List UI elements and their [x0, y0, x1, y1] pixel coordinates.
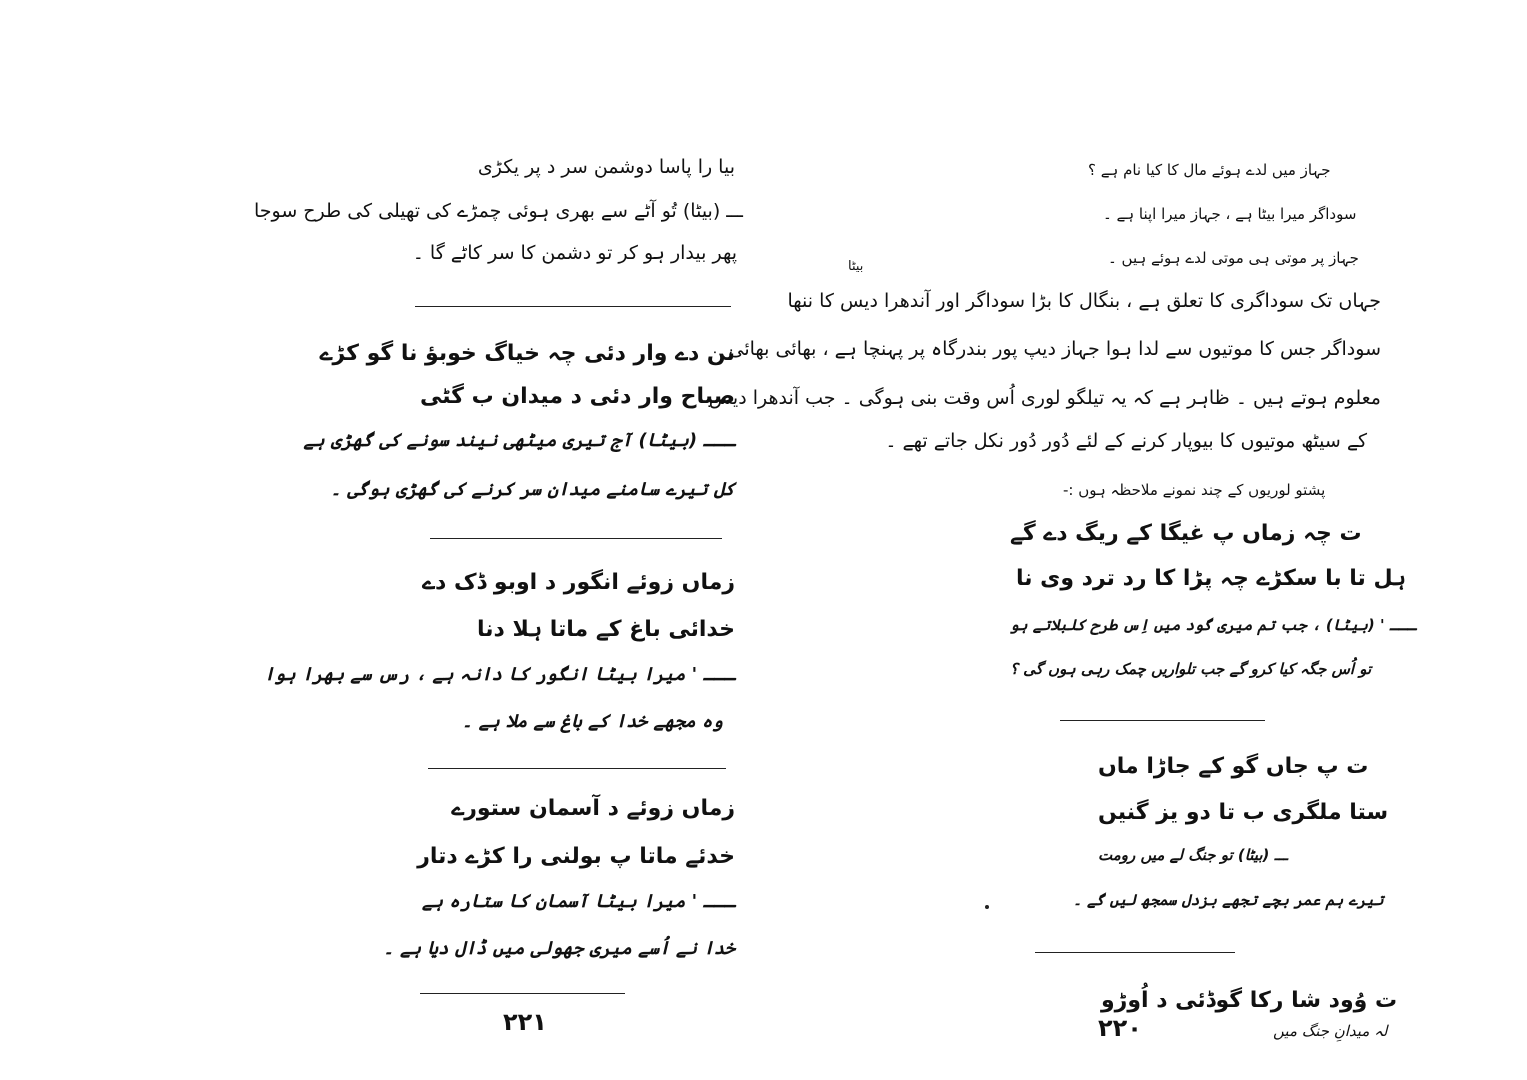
left-s1-line1: بیا را پاسا دوشمن سر د پر یکڑی — [477, 156, 735, 178]
left-s1-line3: پھر بیدار ہو کر تو دشمن کا سر کاٹے گا ۔ — [412, 242, 737, 264]
left-s4-line3: ـــ ' میرا بیٹا آسمان کا ستارہ ہے — [421, 891, 735, 912]
right-s1-line1: ت چہ زماں پ غیگا کے ریگ دے گے — [1010, 521, 1362, 546]
page-number-left: ۲۲۱ — [503, 1008, 547, 1036]
right-prose-line1: جہاز میں لدے ہوئے مال کا کیا نام ہے ؟ — [1088, 161, 1331, 179]
left-page — [0, 0, 763, 1080]
left-s3-line1: زماں زوئے انگور د اوبو ڈک دے — [422, 570, 735, 595]
right-prose-line2: سوداگر میرا بیٹا ہے ، جہاز میرا اپنا ہے ۔ — [1103, 205, 1357, 223]
left-s2-line1: نن دے وار دئی چہ خیاگ خوبؤ نا گو کڑے — [319, 341, 735, 366]
right-page — [708, 0, 1527, 1080]
right-para-line2: سوداگر جس کا موتیوں سے لدا ہوا جہاز دیپ پور بندرگاہ پر پہنچا ہے ، بھائی بھائی — [728, 338, 1381, 360]
footnote: لہ میدانِ جنگ میں — [1273, 1022, 1388, 1040]
left-s3-line3: ـــ ' میرا بیٹا انگور کا دانہ ہے ، رس سے بھرا ہوا — [264, 664, 735, 685]
left-s3-line2: خدائی باغ کے ماتا ہلا دنا — [477, 617, 735, 642]
divider-3 — [428, 768, 726, 769]
right-s1-line3: ـــ ' (بیٹا) ، جب تم میری گود میں اِس طرح کلبلاتے ہو — [1010, 616, 1417, 634]
right-last-line: ت وُود شا رکا گوڈئی د اُوڑو — [1101, 988, 1398, 1013]
right-s2-line2: ستا ملگری ب تا دو یز گنیں — [1098, 800, 1389, 825]
right-para-line1: جہاں تک سوداگری کا تعلق ہے ، بنگال کا بڑا سوداگر اور آندھرا دیس کا ننھا — [787, 290, 1381, 312]
divider-2 — [430, 538, 722, 539]
left-s4-line1: زماں زوئے د آسمان ستورے — [451, 796, 735, 821]
page-number-right: ۲۲۰ — [1098, 1014, 1142, 1042]
ink-dot — [985, 905, 989, 909]
right-s2-line1: ت پ جاں گو کے جاڑا ماں — [1098, 754, 1369, 779]
right-s2-line4: تیرے ہم عمر بچے تجھے بزدل سمجھ لیں گے ۔ — [1073, 891, 1384, 909]
divider-4 — [420, 993, 625, 994]
left-s2-line4: کل تیرے سامنے میدان سر کرنے کی گھڑی ہوگی ۔ — [330, 479, 735, 500]
right-prose-line3: جہاز پر موتی ہی موتی لدے ہوئے ہیں ۔ — [1108, 249, 1359, 267]
left-s3-line4: وہ مجھے خدا کے باغ سے ملا ہے ۔ — [461, 711, 723, 732]
right-s2-line3: ـــ (بیٹا) تو جنگ لے میں رومت — [1098, 846, 1288, 864]
left-s4-line2: خدئے ماتا پ بولنی را کڑے دتار — [417, 844, 735, 869]
right-para-line4: کے سیٹھ موتیوں کا بیوپار کرنے کے لئے دُور دُور نکل جاتے تھے ۔ — [885, 430, 1367, 452]
right-s1-line4: تو اُس جگہ کیا کرو گے جب تلواریں چمک رہی ہوں گی ؟ — [1010, 660, 1372, 678]
divider-6 — [1035, 952, 1235, 953]
left-s4-line4: خدا نے اُسے میری جھولی میں ڈال دیا ہے ۔ — [383, 938, 735, 959]
left-s2-line2: صباح وار دئی د میدان ب گٹی — [419, 384, 735, 409]
right-para-line3: معلوم ہوتے ہیں ۔ ظاہر ہے کہ یہ تیلگو لوری اُس وقت بنی ہوگی ۔ جب آندھرا دیس — [708, 387, 1381, 409]
left-s1-line2: ـــ (بیٹا) تُو آٹے سے بھری ہوئی چمڑے کی تھیلی کی طرح سوجا — [253, 200, 743, 222]
pashto-intro: پشتو لوریوں کے چند نمونے ملاحظہ ہوں :- — [1063, 481, 1326, 499]
divider-5 — [1060, 720, 1265, 721]
divider-1 — [415, 306, 731, 307]
left-s2-line3: ـــ (بیٹا) آج تیری میٹھی نیند سونے کی گھڑی ہے — [303, 430, 735, 451]
marginal-note: بیٹا — [848, 259, 864, 274]
right-s1-line2: ہل تا با سکڑے چہ پڑا کا رد ترد وی نا — [1016, 566, 1407, 591]
